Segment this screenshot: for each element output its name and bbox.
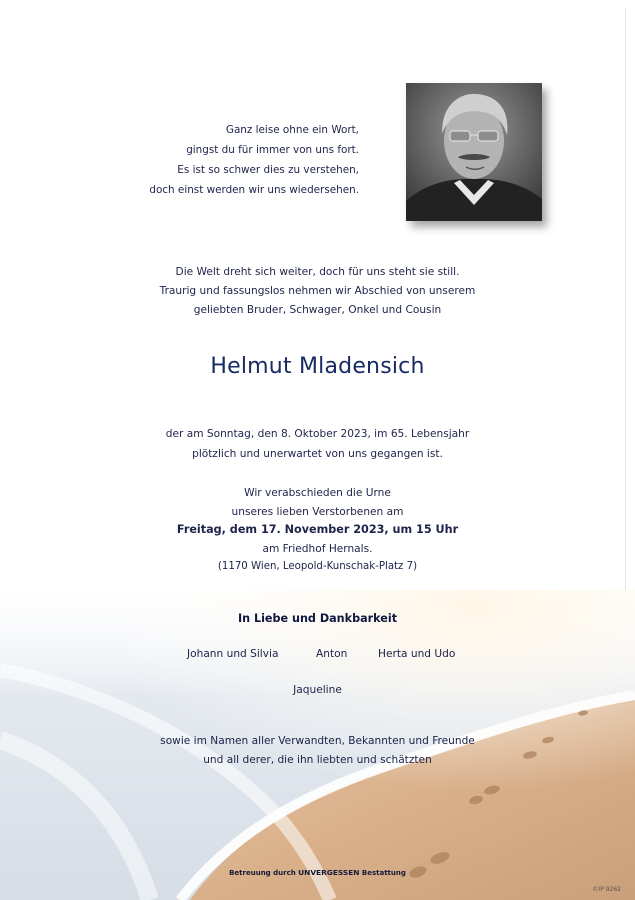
mourner-name: Jaqueline [293,684,342,696]
mourner-name: Anton [316,648,348,660]
death-notice [0,425,635,464]
death-notice-line: der am Sonntag, den 8. Oktober 2023, im 65. Lebensjahr [165,428,470,440]
footer-credit [0,868,635,877]
mourner-name: Herta und Udo [378,648,456,660]
poem-line: doch einst werden wir uns wiedersehen. [149,184,359,196]
intro-line: Die Welt dreht sich weiter, doch für uns steht sie still. [175,266,460,278]
relatives-line: und all derer, die ihn liebten und schätzten [203,753,432,766]
footer-suffix: Bestattung [361,869,406,877]
funeral-date: Freitag, dem 17. November 2023, um 15 Uhr [176,523,459,536]
intro-line: geliebten Bruder, Schwager, Onkel und Cousin [193,304,442,316]
mourner-name: Johann und Silvia [187,648,279,660]
footer-prefix: Betreuung durch [229,869,296,877]
document-code: ©IP 9262 [592,886,621,893]
poem-line: gingst du für immer von uns fort. [186,144,359,156]
poem [149,120,359,200]
funeral-line: Wir verabschieden die Urne [244,487,391,499]
funeral-address: (1170 Wien, Leopold-Kunschak-Platz 7) [217,561,418,572]
deceased-name: Helmut Mladensich [210,354,425,379]
funeral-details [0,484,635,577]
relatives-text [0,732,635,769]
relatives-line: sowie im Namen aller Verwandten, Bekannten und Freunde [160,735,475,747]
funeral-place: am Friedhof Hernals. [262,542,373,555]
poem-line: Ganz leise ohne ein Wort, [225,124,359,136]
death-notice-line: plötzlich und unerwartet von uns gegangen ist. [192,447,443,460]
intro-line: Traurig und fassungslos nehmen wir Abschied von unserem [159,285,476,297]
poem-line: Es ist so schwer dies zu verstehen, [177,164,359,176]
intro-text [0,263,635,320]
portrait-photo [406,83,542,221]
funeral-line: unseres lieben Verstorbenen am [231,505,404,518]
footer-brand: UNVERGESSEN [298,868,360,877]
love-heading: In Liebe und Dankbarkeit [237,612,398,625]
